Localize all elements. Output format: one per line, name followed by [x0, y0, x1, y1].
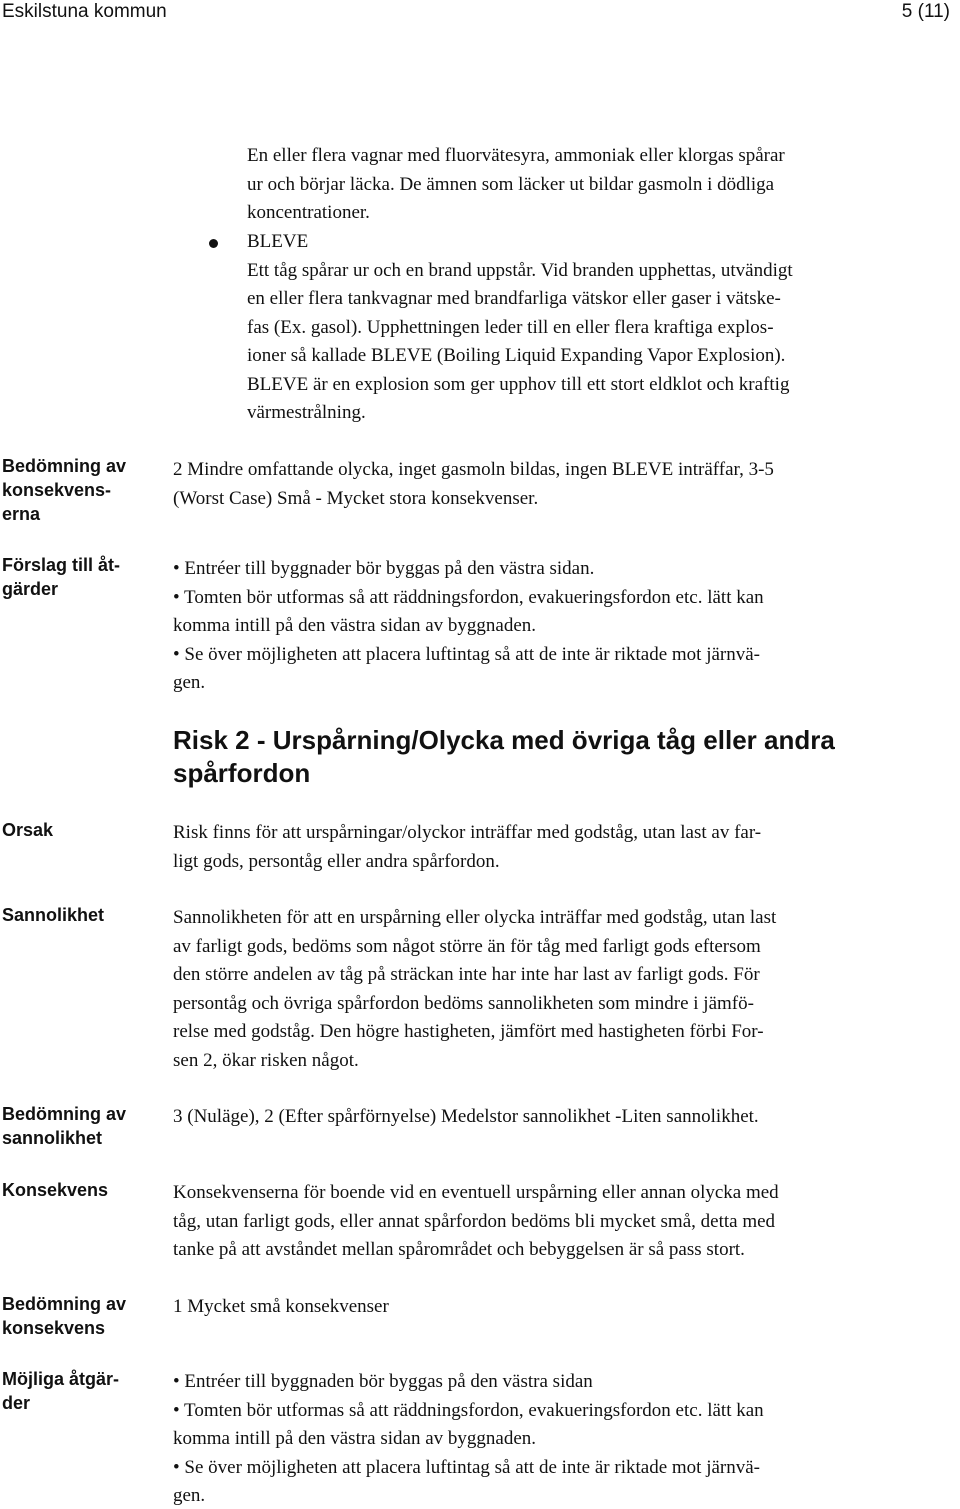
label-bedomning-sannolikhet: Bedömning av sannolikhet: [2, 1104, 127, 1148]
konsekvens-text: [173, 1179, 960, 1265]
text-line: fas (Ex. gasol). Upphettningen leder till en eller flera kraftiga explos-: [247, 316, 774, 338]
text-line: Risk finns för att urspårningar/olyckor inträffar med godståg, utan last av far-: [173, 822, 762, 843]
page-header: [0, 0, 960, 24]
text-line: sen 2, ökar risken något.: [173, 1049, 359, 1071]
text-line: 3 (Nuläge), 2 (Efter spårförnyelse) Medelstor sannolikhet -Liten sannolikhet.: [173, 1106, 759, 1127]
list-item: • Entréer till byggnaden bör byggas på den västra sidan: [173, 1371, 593, 1392]
text-line: ioner så kallade BLEVE (Boiling Liquid Expanding Vapor Explosion).: [247, 345, 786, 366]
label-bedomning-konsekvens: Bedömning av konsekvens: [2, 1294, 127, 1338]
text-line: tanke på att avståndet mellan spårområdet och bebyggelsen är så pass stort.: [173, 1239, 745, 1260]
mojliga-atgarder-list: [173, 1368, 960, 1509]
text-line: Ett tåg spårar ur och en brand uppstår. Vid branden upphettas, utvändigt: [247, 259, 793, 281]
text-line: av farligt gods, bedöms som något större än för tåg med farligt gods eftersom: [173, 935, 761, 957]
text-line: BLEVE är en explosion som ger upphov till ett stort eldklot och kraftig: [247, 373, 790, 395]
sannolikhet-text: [173, 904, 960, 1075]
label-sannolikhet: Sannolikhet: [2, 905, 105, 925]
label-konsekvens: Konsekvens: [2, 1180, 109, 1200]
text-line: tåg, utan farligt gods, eller annat spårfordon bedöms bli mycket små, detta med: [173, 1210, 776, 1232]
bedomning-konsekvens-text: [173, 1293, 960, 1322]
page-number: 5 (11): [901, 1, 950, 22]
text-line: persontåg och övriga spårfordon bedöms sannolikheten som mindre i jämfö-: [173, 992, 754, 1014]
text-line: en eller flera tankvagnar med brandfarliga vätskor eller gaser i vätske-: [247, 288, 781, 309]
label-mojliga-atgarder: Möjliga åtgär- der: [2, 1369, 120, 1413]
text-line: ligt gods, persontåg eller andra spårfordon.: [173, 850, 500, 872]
list-item-continuation: gen.: [173, 672, 206, 693]
text-line: (Worst Case) Små - Mycket stora konsekvenser.: [173, 487, 539, 509]
list-item-continuation: gen.: [173, 1485, 206, 1506]
intro-continuation: [247, 142, 960, 228]
text-line: En eller flera vagnar med fluorvätesyra, ammoniak eller klorgas spårar: [247, 145, 785, 166]
text-line: Konsekvenserna för boende vid en eventuell urspårning eller annan olycka med: [173, 1182, 779, 1203]
label-bedomning-konsekvenserna: Bedömning av konsekvens- erna: [2, 456, 127, 524]
list-item-continuation: komma intill på den västra sidan av byggnaden.: [173, 615, 537, 636]
text-line: Sannolikheten för att en urspårning eller olycka inträffar med godståg, utan last: [173, 907, 777, 928]
text-line: den större andelen av tåg på sträckan inte har inte har last av farligt gods. För: [173, 964, 760, 985]
bullet-icon: [209, 239, 218, 248]
text-line: 2 Mindre omfattande olycka, inget gasmoln bildas, ingen BLEVE inträffar, 3-5: [173, 459, 774, 480]
text-line: 1 Mycket små konsekvenser: [173, 1296, 389, 1317]
text-line: ur och börjar läcka. De ämnen som läcker ut bildar gasmoln i dödliga: [247, 173, 775, 195]
list-item: • Entréer till byggnader bör byggas på den västra sidan.: [173, 558, 595, 579]
text-line: koncentrationer.: [247, 202, 370, 223]
text-line: relse med godståg. Den högre hastigheten, jämfört med hastigheten förbi For-: [173, 1021, 764, 1042]
bedomning-konsekvenserna-text: [173, 456, 960, 513]
forslag-atgarder-list: [173, 555, 960, 698]
org-name: Eskilstuna kommun: [2, 1, 167, 22]
orsak-text: [173, 819, 960, 876]
list-item: • Se över möjligheten att placera luftintag så att de inte är riktade mot järnvä-: [173, 643, 760, 665]
bleve-block: [247, 228, 960, 428]
label-forslag-atgarder: Förslag till åt- gärder: [2, 555, 121, 599]
section-heading: Risk 2 - Urspårning/Olycka med övriga tåg eller andra spårfordon: [173, 725, 835, 788]
list-item: • Se över möjligheten att placera luftintag så att de inte är riktade mot järnvä-: [173, 1456, 760, 1478]
list-item: • Tomten bör utformas så att räddningsfordon, evakueringsfordon etc. lätt kan: [173, 1399, 764, 1421]
label-orsak: Orsak: [2, 820, 54, 840]
bleve-title: BLEVE: [247, 231, 309, 252]
text-line: värmestrålning.: [247, 402, 366, 423]
list-item: • Tomten bör utformas så att räddningsfordon, evakueringsfordon etc. lätt kan: [173, 586, 764, 608]
list-item-continuation: komma intill på den västra sidan av byggnaden.: [173, 1428, 537, 1449]
bedomning-sannolikhet-text: [173, 1103, 960, 1132]
